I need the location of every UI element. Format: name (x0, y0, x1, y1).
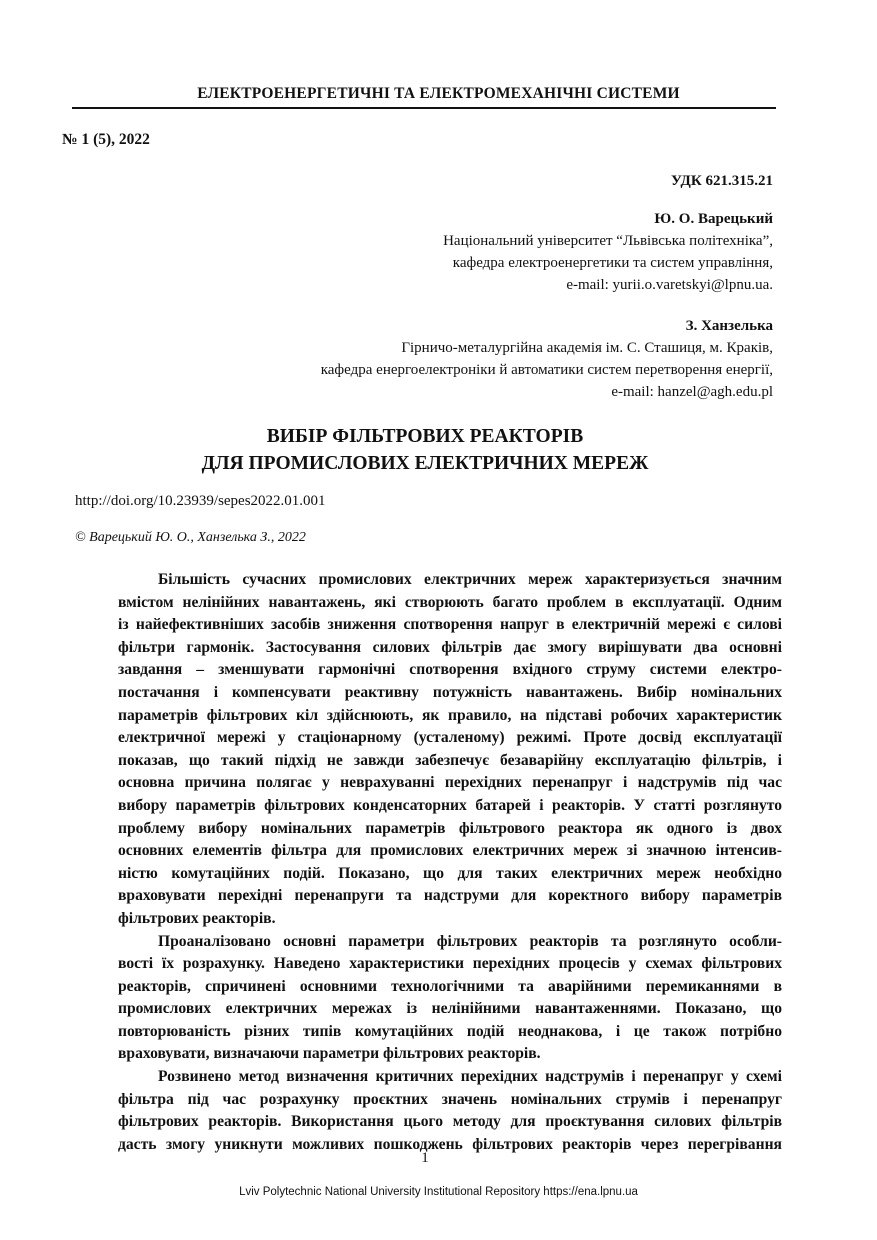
abstract-line: проблему вибору номінальних параметрів фільтрового реактора як одного із двох (118, 819, 782, 837)
copyright: © Варецький Ю. О., Ханзелька З., 2022 (75, 530, 306, 545)
abstract-line: постачання і компенсувати реактивну потужність навантажень. Вибір номінальних (118, 683, 782, 701)
udk-code: УДК 621.315.21 (671, 173, 773, 189)
abstract-paragraph (118, 1066, 782, 1156)
abstract-line: враховувати, визначаючи параметри фільтрових реакторів. (118, 1045, 541, 1063)
journal-title: ЕЛЕКТРОЕНЕРГЕТИЧНІ ТА ЕЛЕКТРОМЕХАНІЧНІ СИСТЕМИ (197, 85, 680, 102)
abstract-line: враховувати перехідні перенапруги та надструми для коректного вибору параметрів (118, 887, 782, 905)
title-line: ДЛЯ ПРОМИСЛОВИХ ЕЛЕКТРИЧНИХ МЕРЕЖ (201, 453, 649, 474)
author-name: Ю. О. Варецький (654, 211, 773, 227)
abstract-line: із найефективніших засобів зниження спотворення напруг в електричній мережі є силові (118, 616, 782, 634)
abstract-line: основна причина полягає у неврахуванні перехідних перенапруг і надструмів під час (118, 774, 782, 792)
abstract-line: показав, що такий підхід не завжди забезпечує безаварійну експлуатацію фільтрів, і (118, 751, 782, 769)
abstract-paragraph (118, 931, 782, 1067)
abstract-line: основних елементів фільтра для промислових електричних мереж зі значною інтенсив- (118, 842, 782, 860)
abstract (118, 569, 782, 1156)
page-number: 1 (421, 1150, 429, 1166)
abstract-line: фільтри гармонік. Застосування силових фільтрів дає змогу вирішувати два основні (118, 638, 782, 656)
author-affiliation: Національний університет “Львівська політехніка”, (443, 233, 773, 249)
author-email: e-mail: hanzel@agh.edu.pl (611, 384, 773, 400)
abstract-line: дасть змогу уникнути можливих пошкоджень фільтрових реакторів через перегрівання (118, 1135, 782, 1153)
doi-link[interactable]: http://doi.org/10.23939/sepes2022.01.001 (75, 493, 326, 509)
abstract-line: фільтрових реакторів. (118, 909, 276, 927)
paper-title (0, 423, 850, 477)
abstract-line: Більшість сучасних промислових електричних мереж характеризується значним (158, 571, 782, 588)
author-affiliation: кафедра енергоелектроніки й автоматики систем перетворення енергії, (320, 362, 773, 378)
abstract-line: вмістом нелінійних навантажень, які створюють багато проблем в експлуатації. Одним (118, 593, 782, 611)
issue-number: № 1 (5), 2022 (62, 131, 150, 148)
header-divider (72, 107, 776, 109)
abstract-line: реакторів, спричинені основними технологічними та аварійними перемиканнями в (118, 977, 782, 995)
abstract-line: параметрів фільтрових кіл здійснюють, як правило, на підставі робочих характеристик (118, 706, 782, 724)
abstract-line: електричної мережі у стаціонарному (усталеному) режимі. Проте досвід експлуатації (118, 729, 782, 747)
repository-footer: Lviv Polytechnic National University Institutional Repository https://ena.lpnu.ua (239, 1186, 638, 1198)
abstract-paragraph (118, 569, 782, 931)
abstract-line: Розвинено метод визначення критичних перехідних надструмів і перенапруг у схемі (158, 1068, 782, 1086)
abstract-line: вибору параметрів фільтрових конденсаторних батарей і реакторів. У статті розглянуто (118, 796, 782, 814)
abstract-line: завдання – зменшувати гармонічні спотворення вхідного струму системи електро- (118, 661, 782, 679)
author-email: e-mail: yurii.o.varetskyi@lpnu.ua. (566, 277, 773, 293)
abstract-line: вості їх розрахунку. Наведено характеристики перехідних процесів у схемах фільтрових (118, 955, 782, 973)
abstract-line: фільтрових реакторів. Використання цього методу для проєктування силових фільтрів (118, 1113, 782, 1131)
abstract-line: фільтра під час розрахунку проєктних значень номінальних струмів і перенапруг (118, 1090, 782, 1108)
author-affiliation: кафедра електроенергетики та систем управління, (452, 255, 773, 271)
title-line: ВИБІР ФІЛЬТРОВИХ РЕАКТОРІВ (266, 426, 584, 447)
author-name: З. Ханзелька (685, 318, 773, 334)
abstract-line: Проаналізовано основні параметри фільтрових реакторів та розглянуто особли- (158, 932, 782, 950)
author-block-1 (443, 208, 773, 296)
author-affiliation: Гірничо-металургійна академія ім. С. Сташиця, м. Краків, (401, 340, 773, 356)
author-block-2 (321, 315, 773, 403)
abstract-line: ністю комутаційних подій. Показано, що для таких електричних мереж необхідно (118, 864, 782, 882)
abstract-line: повторюваність різних типів комутаційних подій неоднакова, і це також потрібно (118, 1022, 782, 1040)
abstract-line: промислових електричних мережах із нелінійними навантаженнями. Показано, що (118, 1000, 782, 1018)
